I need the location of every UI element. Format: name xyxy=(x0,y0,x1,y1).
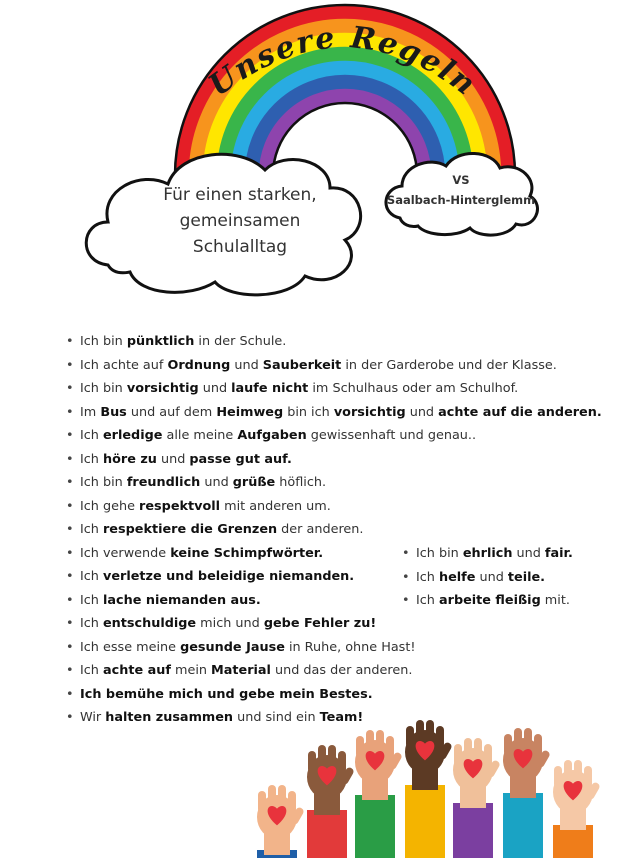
rule-text: Ich gehe xyxy=(80,498,140,514)
bullet-icon: • xyxy=(66,686,74,702)
rule-item xyxy=(66,612,406,636)
rule-text: und xyxy=(405,404,439,420)
rule-text: bin ich xyxy=(283,404,334,420)
bullet-icon: • xyxy=(66,522,74,537)
rule-text: alle meine xyxy=(162,428,238,443)
rule-item xyxy=(66,424,477,448)
rule-text: gewissenhaft und genau.. xyxy=(306,428,477,443)
rule-item xyxy=(66,330,406,354)
rule-keyword: entschuldige xyxy=(103,616,197,631)
rule-text: Ich verwende xyxy=(80,545,171,561)
rule-keyword: achte auf die anderen. xyxy=(438,404,602,420)
raised-hand xyxy=(405,720,453,858)
rule-text: in der Schule. xyxy=(194,334,287,349)
rule-text: Ich xyxy=(416,593,439,608)
rule-text: und xyxy=(200,475,233,490)
school-type: VS xyxy=(452,173,470,187)
bullet-icon: • xyxy=(66,569,74,584)
raised-hand xyxy=(503,728,551,858)
rule-keyword: teile. xyxy=(507,569,546,585)
rule-item xyxy=(66,377,519,401)
rule-text: Ich xyxy=(80,428,103,443)
rule-text: in Ruhe, ohne Hast! xyxy=(284,639,416,655)
rule-text: Ich xyxy=(80,592,103,608)
rule-text: Ich xyxy=(80,616,103,631)
rule-text: Ich xyxy=(80,451,103,467)
rule-text: der anderen. xyxy=(277,522,364,537)
raised-hand xyxy=(355,730,403,858)
rule-text: und xyxy=(230,357,263,373)
rule-keyword: Team! xyxy=(319,710,364,725)
motto-line-2: gemeinsamen xyxy=(179,211,301,231)
rule-text: Ich xyxy=(80,569,103,584)
title-text: Unsere Regeln xyxy=(202,20,483,104)
motto-line-3: Schulalltag xyxy=(192,237,288,257)
rule-text: und auf dem xyxy=(126,404,217,420)
rule-keyword: arbeite fleißig xyxy=(439,593,541,608)
rule-text: Ich esse meine xyxy=(80,639,181,655)
bullet-icon: • xyxy=(66,451,74,467)
bullet-icon: • xyxy=(402,569,410,585)
bullet-icon: • xyxy=(66,710,74,725)
rule-text: und das der anderen. xyxy=(270,663,413,678)
raised-hand xyxy=(257,785,305,858)
rule-keyword: Ich bemühe mich und gebe mein Bestes. xyxy=(80,686,373,702)
rule-item xyxy=(66,495,406,519)
rule-keyword: vorsichtig xyxy=(333,404,406,420)
rule-keyword: laufe nicht xyxy=(231,381,309,396)
rule-text: und xyxy=(512,546,545,561)
rule-item xyxy=(66,542,406,566)
bullet-icon: • xyxy=(66,334,74,349)
rule-text: Ich bin xyxy=(80,475,127,490)
rule-keyword: helfe xyxy=(439,569,476,585)
bullet-icon: • xyxy=(66,428,74,443)
bullet-icon: • xyxy=(402,546,410,561)
rule-keyword: Material xyxy=(211,663,271,678)
bullet-icon: • xyxy=(66,498,74,514)
rule-keyword: höre zu xyxy=(103,451,157,467)
rule-keyword: Aufgaben xyxy=(237,428,307,443)
bullet-icon: • xyxy=(66,592,74,608)
rule-keyword: respektiere die Grenzen xyxy=(103,522,278,537)
side-rule-item xyxy=(402,566,573,590)
rule-text: Ich xyxy=(416,569,439,585)
rule-item xyxy=(66,565,406,589)
rule-text: im Schulhaus oder am Schulhof. xyxy=(308,381,519,396)
rule-text: mit anderen um. xyxy=(220,498,331,514)
rule-text: Ich bin xyxy=(80,381,127,396)
rule-item xyxy=(66,354,557,378)
rule-keyword: vorsichtig xyxy=(126,381,199,396)
rule-item xyxy=(66,448,406,472)
bullet-icon: • xyxy=(66,663,74,678)
rule-keyword: ehrlich xyxy=(462,546,513,561)
rule-keyword: grüße xyxy=(232,475,276,490)
rule-keyword: freundlich xyxy=(126,475,201,490)
rule-item xyxy=(66,659,413,683)
rule-text: Ich bin xyxy=(80,334,127,349)
rule-text: in der Garderobe und der Klasse. xyxy=(341,357,557,373)
bullet-icon: • xyxy=(66,545,74,561)
rule-text: Im xyxy=(80,404,101,420)
rule-text: und sind ein xyxy=(233,710,320,725)
rule-text: und xyxy=(156,451,190,467)
side-rules-list xyxy=(402,542,573,613)
rule-text: Ich xyxy=(80,663,103,678)
bullet-icon: • xyxy=(66,381,74,396)
raised-hand xyxy=(553,760,601,858)
rule-keyword: erledige xyxy=(103,428,163,443)
rule-item xyxy=(66,589,406,613)
bullet-icon: • xyxy=(66,616,74,631)
rule-item xyxy=(66,471,406,495)
raised-hand xyxy=(307,745,355,858)
rule-keyword: Heimweg xyxy=(216,404,284,420)
bullet-icon: • xyxy=(66,357,74,373)
bullet-icon: • xyxy=(66,639,74,655)
rule-keyword: halten zusammen xyxy=(105,710,234,725)
bullet-icon: • xyxy=(66,404,74,420)
rule-keyword: gesunde Jause xyxy=(180,639,285,655)
rule-text: Wir xyxy=(80,710,106,725)
rule-text: Ich achte auf xyxy=(80,357,168,373)
school-location: Saalbach-Hinterglemm xyxy=(386,193,536,207)
rule-keyword: Ordnung xyxy=(167,357,231,373)
rule-keyword: gebe Fehler zu! xyxy=(263,616,377,631)
bullet-icon: • xyxy=(402,593,410,608)
rule-keyword: keine Schimpfwörter. xyxy=(170,545,324,561)
bullet-icon: • xyxy=(66,475,74,490)
rule-keyword: Bus xyxy=(100,404,127,420)
rule-text: mit. xyxy=(540,593,570,608)
rule-item xyxy=(66,636,416,660)
rule-text: und xyxy=(198,381,232,396)
rule-keyword: passe gut auf. xyxy=(189,451,292,467)
rule-text: mich und xyxy=(196,616,264,631)
rule-text: höflich. xyxy=(275,475,327,490)
side-rule-item xyxy=(402,542,573,566)
raised-hand xyxy=(453,738,501,858)
raised-hands-illustration xyxy=(255,700,617,858)
side-rule-item xyxy=(402,589,573,613)
rule-text: Ich xyxy=(80,522,103,537)
rule-keyword: Sauberkeit xyxy=(262,357,342,373)
motto-line-1: Für einen starken, xyxy=(163,185,317,205)
rule-text: und xyxy=(475,569,508,585)
rule-keyword: fair. xyxy=(544,546,573,561)
motto-text xyxy=(140,182,340,260)
rule-keyword: respektvoll xyxy=(139,498,221,514)
rule-item xyxy=(66,518,406,542)
rule-keyword: lache niemanden aus. xyxy=(103,592,261,608)
rule-text: Ich bin xyxy=(416,546,463,561)
rule-keyword: pünktlich xyxy=(126,334,195,349)
rule-keyword: achte auf xyxy=(103,663,171,678)
rule-item xyxy=(66,401,602,425)
rule-keyword: verletze und beleidige niemanden. xyxy=(103,569,355,584)
school-name xyxy=(386,170,536,210)
rule-text: mein xyxy=(170,663,212,678)
